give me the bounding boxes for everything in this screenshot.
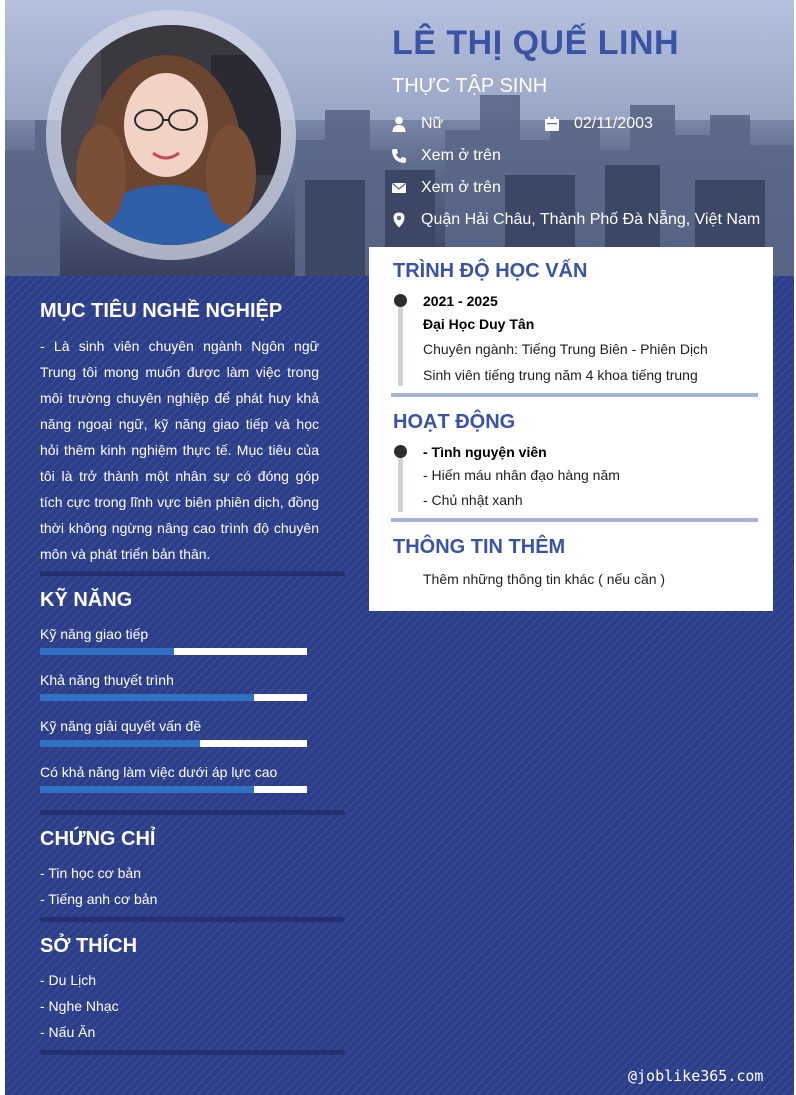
education-title: TRÌNH ĐỘ HỌC VẤN	[393, 260, 588, 282]
hobby-item: - Du Lịch	[40, 972, 97, 988]
section-divider	[40, 1050, 345, 1055]
timeline-line	[398, 300, 403, 386]
phone-row	[391, 147, 501, 165]
timeline-dot	[394, 294, 407, 307]
section-divider	[40, 810, 345, 815]
candidate-role: THỰC TẬP SINH	[392, 75, 548, 97]
portrait-photo	[61, 25, 281, 245]
certificates-title: CHỨNG CHỈ	[40, 828, 156, 850]
education-period: 2021 - 2025	[423, 293, 498, 309]
birthdate-row	[544, 115, 653, 133]
address-value: Quận Hải Châu, Thành Phố Đà Nẵng, Việt Nam	[421, 211, 761, 228]
skill-bar	[40, 786, 307, 793]
skills-title: KỸ NĂNG	[40, 589, 133, 611]
education-note: Sinh viên tiếng trung năm 4 khoa tiếng trung	[423, 367, 698, 383]
extra-info-text: Thêm những thông tin khác ( nếu cần )	[423, 571, 666, 587]
section-divider	[40, 917, 345, 922]
activity-item: - Chủ nhật xanh	[423, 492, 523, 508]
skill-bar-fill	[40, 694, 254, 701]
skill-label: Kỹ năng giải quyết vấn đề	[40, 718, 202, 734]
gender-value: Nữ	[421, 115, 444, 132]
phone-icon	[391, 148, 407, 164]
candidate-name: LÊ THỊ QUẾ LINH	[392, 24, 680, 62]
skill-bar	[40, 740, 307, 747]
phone-value: Xem ở trên	[421, 147, 501, 164]
certificate-item: - Tin học cơ bản	[40, 865, 142, 881]
timeline-dot	[394, 445, 407, 458]
education-major: Chuyên ngành: Tiếng Trung Biên - Phiên Dịch	[423, 341, 708, 357]
section-separator	[391, 518, 758, 522]
skill-bar-fill	[40, 740, 200, 747]
section-separator	[391, 393, 758, 397]
hobbies-title: SỞ THÍCH	[40, 935, 138, 957]
location-pin-icon	[391, 212, 407, 228]
email-row	[391, 179, 501, 197]
skill-label: Kỹ năng giao tiếp	[40, 626, 149, 642]
envelope-icon	[391, 180, 407, 196]
skill-bar	[40, 648, 307, 655]
gender-row	[391, 115, 443, 133]
watermark: @joblike365.com	[628, 1067, 764, 1085]
avatar	[61, 25, 281, 245]
activity-heading: - Tình nguyện viên	[423, 444, 547, 460]
activities-title: HOẠT ĐỘNG	[393, 411, 516, 433]
objective-title: MỤC TIÊU NGHỀ NGHIỆP	[40, 300, 283, 322]
email-value: Xem ở trên	[421, 179, 501, 196]
objective-text: - Là sinh viên chuyên ngành Ngôn ngữ Trung tôi mong muốn được làm việc trong môi trường chuyên nghiệp để phát huy khả năng ngoại ngữ, kỹ năng giao tiếp và học hỏi thêm kinh nghiệm thực tế. Mục tiêu của tôi là trở thành một nhân sự có đóng góp tích cực trong lĩnh vực biên phiên dịch, đồng thời không ngừng nâng cao trình độ chuyên môn và phát triển bản thân.	[40, 338, 319, 562]
extra-info-title: THÔNG TIN THÊM	[393, 536, 566, 558]
skill-bar	[40, 694, 307, 701]
user-icon	[391, 116, 407, 132]
hobby-item: - Nấu Ăn	[40, 1024, 96, 1040]
calendar-icon	[544, 116, 560, 132]
timeline-line	[398, 452, 403, 512]
section-divider	[40, 571, 345, 576]
hobby-item: - Nghe Nhạc	[40, 998, 119, 1014]
skill-bar-fill	[40, 786, 254, 793]
skill-label: Khả năng thuyết trình	[40, 672, 174, 688]
skill-bar-fill	[40, 648, 174, 655]
address-row	[391, 211, 760, 229]
skill-label: Có khả năng làm việc dưới áp lực cao	[40, 764, 278, 780]
activity-item: - Hiến máu nhân đạo hàng năm	[423, 467, 620, 483]
certificate-item: - Tiếng anh cơ bản	[40, 891, 158, 907]
birthdate-value: 02/11/2003	[574, 115, 653, 132]
education-school: Đại Học Duy Tân	[423, 316, 535, 332]
